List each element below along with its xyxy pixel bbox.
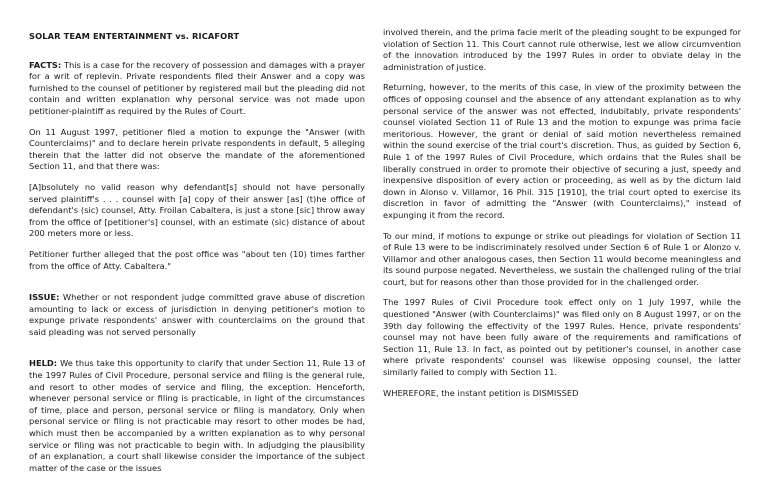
returning-paragraph: Returning, however, to the merits of this case, in view of the proximity between the offices of opposing counsel and the absence of any attendant explanation as to why personal service of the answer was not effected, indubitably, private respondents' counsel violated Section 11 of Rule 13 and the motion to expunge was prima facie meritorious. However, the grant or denial of said motion nevertheless remained within the sound exercise of the trial court's discretion. Thus, as guided by Section 6, Rule 1 of the 1997 Rules of Civil Procedure, which ordains that the Rules shall be liberally construed in order to promote their objective of securing a just, speedy and inexpensive disposition of every action or proceeding, as well as by the dictum laid down in Alonso v. Villamor, 16 Phil. 315 [1910], the trial court opted to exercise its discretion in favor of admitting the "Answer (with Counterclaims)," instead of expunging it from the record.: [383, 82, 741, 220]
held-continuation-paragraph: involved therein, and the prima facie merit of the pleading sought to be expunged for violation of Section 11. This Court cannot rule otherwise, lest we allow circumvention of the innovation introduced by the 1997 Rules in order to obviate delay in the administration of justice.: [383, 27, 741, 72]
motion-paragraph: On 11 August 1997, petitioner filed a motion to expunge the "Answer (with Counterclaims)" and to declare herein private respondents in default, 5 alleging therein that the latter did not observe the mandate of the aforementioned Section 11, and that there was:: [29, 126, 365, 172]
case-title: SOLAR TEAM ENTERTAINMENT vs. RICAFORT: [29, 31, 240, 41]
post-office-paragraph: Petitioner further alleged that the post office was "about ten (10) times farther from the office of Atty. Cabaltera.": [29, 248, 365, 271]
issue-text: Whether or not respondent judge committed grave abuse of discretion amounting to lack or excess of jurisdiction in denying petitioner's motion to expunge private respondents' answer with counterclaims on the ground that said pleading was not served personally: [29, 292, 365, 337]
our-mind-paragraph: To our mind, if motions to expunge or strike out pleadings for violation of Section 11 of Rule 13 were to be indiscriminately resolved under Section 6 of Rule 1 or Alonzo v. Villamor and other analogous cases, then Section 11 would become meaningless and its sound purpose negated. Nevertheless, we sustain the challenged ruling of the trial court, but for reasons other than those provided for in the challenged order.: [383, 230, 741, 287]
held-text: We thus take this opportunity to clarify that under Section 11, Rule 13 of the 1997 Rules of Civil Procedure, personal service and filing is the general rule, and resort to other modes of service and filing, the exception. Henceforth, whenever personal service or filing is practicable, in light of the circumstances of time, place and person, personal service or filing is mandatory. Only when personal service or filing is not practicable may resort to other modes be had, which must then be accompanied by a written explanation as to why personal service or filing was not practicable to begin with. In adjudging the plausibility of an explanation, a court shall likewise consider the importance of the subject matter of the case or the issues: [29, 358, 365, 473]
issue-label: ISSUE:: [29, 292, 60, 303]
right-column: [383, 27, 741, 408]
held-label: HELD:: [29, 358, 58, 369]
rules-effectivity-paragraph: The 1997 Rules of Civil Procedure took effect only on 1 July 1997, while the questioned "Answer (with Counterclaims)" was filed only on 8 August 1997, or on the 39th day following the effectivity of the 1997 Rules. Hence, private respondents' counsel may not have been fully aware of the requirements and ramifications of Section 11, Rule 13. In fact, as pointed out by petitioner's counsel, in another case where private respondents' counsel was likewise opposing counsel, the latter similarly failed to comply with Section 11.: [383, 297, 741, 378]
quoted-allegation-paragraph: [A]bsolutely no valid reason why defendant[s] should not have personally served plaintiff's . . . counsel with [a] copy of their answer [as] (t)he office of defendant's (sic) counsel, Atty. Froilan Cabaltera, is just a stone [sic] throw away from the office of [petitioner's] counsel, with an estimate (sic) distance of about 200 meters more or less.: [29, 181, 365, 239]
facts-text: This is a case for the recovery of possession and damages with a prayer for a writ of replevin. Private respondents filed their Answer and a copy was furnished to the counsel of petitioner by registered mail but the pleading did not contain and written explanation why personal service was not made upon petitioner-plaintiff as required by the Rules of Court.: [29, 59, 365, 116]
facts-label: FACTS:: [29, 59, 62, 70]
issue-paragraph: [29, 292, 365, 338]
facts-paragraph: [29, 60, 365, 118]
held-paragraph: [29, 358, 365, 474]
left-column: [29, 31, 365, 483]
dispositive-paragraph: WHEREFORE, the instant petition is DISMISSED: [383, 387, 579, 398]
